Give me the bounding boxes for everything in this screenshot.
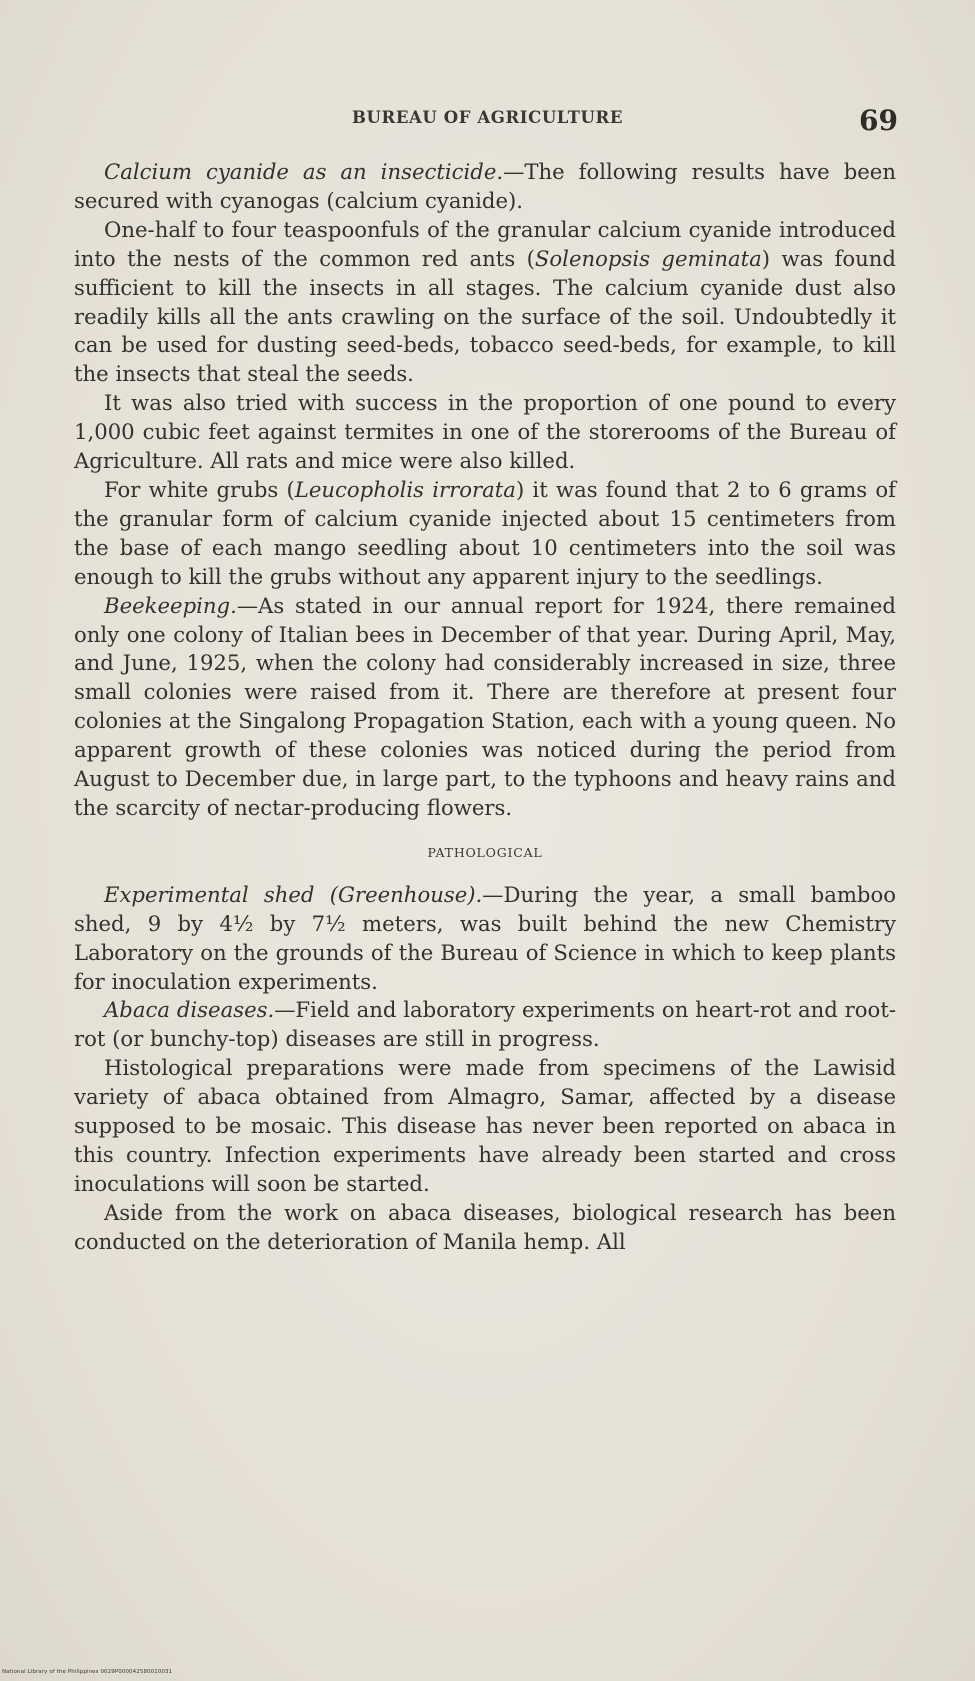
paragraph-experimental-shed <box>74 881 896 997</box>
paragraph-text: —Field and laboratory experiments on heart-rot and root-rot (or bunchy-top) diseases are still in progress. <box>74 997 896 1052</box>
paragraph-white-grubs <box>74 476 896 592</box>
paragraph-text: —As stated in our annual report for 1924, there remained only one colony of Italian bees in December of that year. During April, May, and June, 1925, when the colony had considerably increased in size, three small colonies were raised from it. There are therefore at present four colonies at the Singalong Propagation Station, each with a young queen. No apparent growth of these colonies was noticed during the period from August to December due, in large part, to the typhoons and heavy rains and the scarcity of nectar-producing flowers. <box>74 592 896 820</box>
paragraph-text: For white grubs ( <box>104 476 295 502</box>
paragraph-beekeeping <box>74 592 896 823</box>
running-title: BUREAU OF AGRICULTURE <box>351 108 624 127</box>
paragraph-text: ) it was found that 2 to 6 grams of the granular form of calcium cyanide injected about 15 centimeters from the base of each mango seedling about 10 centimeters into the soil was enough to kill the grubs without any apparent injury to the seedlings. <box>74 476 897 589</box>
paragraph-calcium-cyanide <box>74 158 896 216</box>
paragraph-lead: Beekeeping. <box>104 592 237 618</box>
paragraph-text: ) was found sufficient to kill the insects in all stages. The calcium cyanide dust also readily kills all the ants crawling on the surface of the soil. Undoubtedly it can be used for dusting seed-beds, tobacco seed-beds, for example, to kill the insects that steal the seeds. <box>74 245 896 387</box>
library-footer-note: National Library of the Philippines 0029P000042580010031 <box>2 1669 173 1675</box>
section-heading: PATHOLOGICAL <box>427 844 543 860</box>
paragraph-text: —During the year, a small bamboo shed, 9 by 4½ by 7½ meters, was built behind the new Chemistry Laboratory on the grounds of the Bureau of Science in which to keep plants for inoculation experiments. <box>74 881 896 994</box>
paragraph-lead: Calcium cyanide as an insecticide. <box>104 159 504 184</box>
species-name: Solenopsis geminata <box>534 245 762 271</box>
paragraph-termites <box>74 389 896 476</box>
running-head <box>0 104 975 137</box>
page-number: 69 <box>859 104 898 137</box>
paragraph-text: —The following results have been secured with cyanogas (calcium cyanide). <box>74 159 896 213</box>
paragraph-manila-hemp <box>74 1199 896 1257</box>
paragraph-red-ants <box>74 216 896 389</box>
paragraph-text: One-half to four teaspoonfuls of the granular calcium cyanide introduced into the nests of the common red ants ( <box>74 216 896 271</box>
paragraph-text: Histological preparations were made from specimens of the Lawisid variety of abaca obtained from Almagro, Samar, affected by a disease supposed to be mosaic. This disease has never been reported on abaca in this country. Infection experiments have already been started and cross inoculations will soon be started. <box>74 1055 896 1196</box>
paragraph-lead: Abaca diseases. <box>104 997 275 1023</box>
paragraph-abaca-diseases <box>74 996 896 1054</box>
paragraph-lead: Experimental shed (Greenhouse). <box>104 881 483 907</box>
paragraph-text: Aside from the work on abaca diseases, biological research has been conducted on the deterioration of Manila hemp. All <box>74 1199 896 1254</box>
paragraph-text: It was also tried with success in the proportion of one pound to every 1,000 cubic feet against termites in one of the storerooms of the Bureau of Agriculture. All rats and mice were also killed. <box>74 390 896 474</box>
paragraph-histological <box>74 1054 896 1199</box>
species-name: Leucopholis irrorata <box>294 476 516 502</box>
body-text <box>74 158 896 1257</box>
